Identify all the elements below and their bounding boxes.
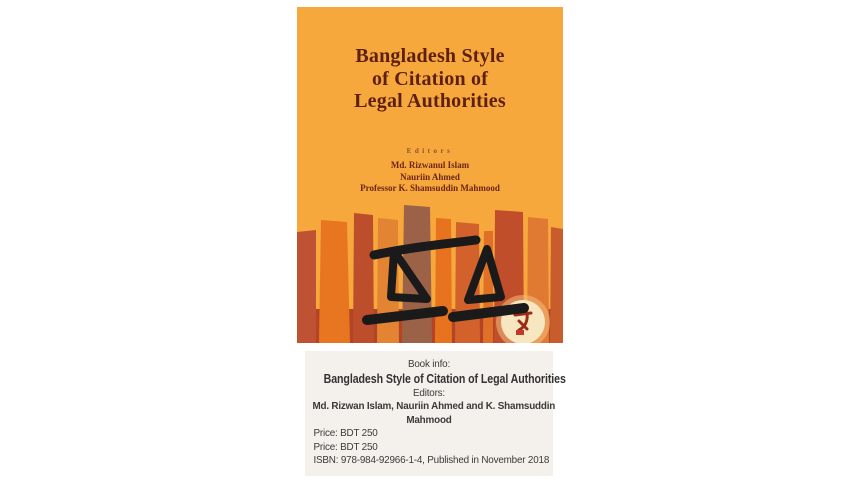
cover-title-line: of Citation of <box>371 67 489 90</box>
cover-editor-name: Md. Rizwanul Islam <box>390 160 470 170</box>
book-info-isbn: ISBN: 978-984-92966-1-4, Published in November 2018 <box>313 454 550 466</box>
cover-editor-names <box>297 160 563 195</box>
book-info-editors: Md. Rizwan Islam, Nauriin Ahmed and K. Shamsuddin <box>312 400 556 412</box>
book-spine <box>550 227 563 343</box>
book-spine <box>435 218 452 343</box>
book-info-price: Price: BDT 250 <box>313 427 378 439</box>
cover-title-line: Legal Authorities <box>354 90 506 112</box>
book-spine <box>319 220 350 343</box>
book-info-panel <box>305 351 566 476</box>
cover-artwork <box>297 203 563 343</box>
book-info-editors-label: Editors: <box>413 386 445 399</box>
book-info-price: Price: BDT 250 <box>313 440 378 453</box>
book-info-title: Bangladesh Style of Citation of Legal Authorities <box>323 371 566 386</box>
book-cover-image <box>297 7 563 343</box>
cover-title <box>297 45 563 113</box>
book-info-editors: Mahmood <box>406 413 452 426</box>
cover-title-line: Bangladesh Style <box>355 45 505 67</box>
cover-editor-name: Professor K. Shamsuddin Mahmood <box>360 183 500 193</box>
cover-editor-name: Nauriin Ahmed <box>400 171 460 182</box>
book-spine <box>297 230 316 343</box>
publisher-logo-mark <box>516 330 524 335</box>
cover-editors-label: Editors <box>406 147 454 155</box>
book-info-label: Book info: <box>407 358 451 370</box>
